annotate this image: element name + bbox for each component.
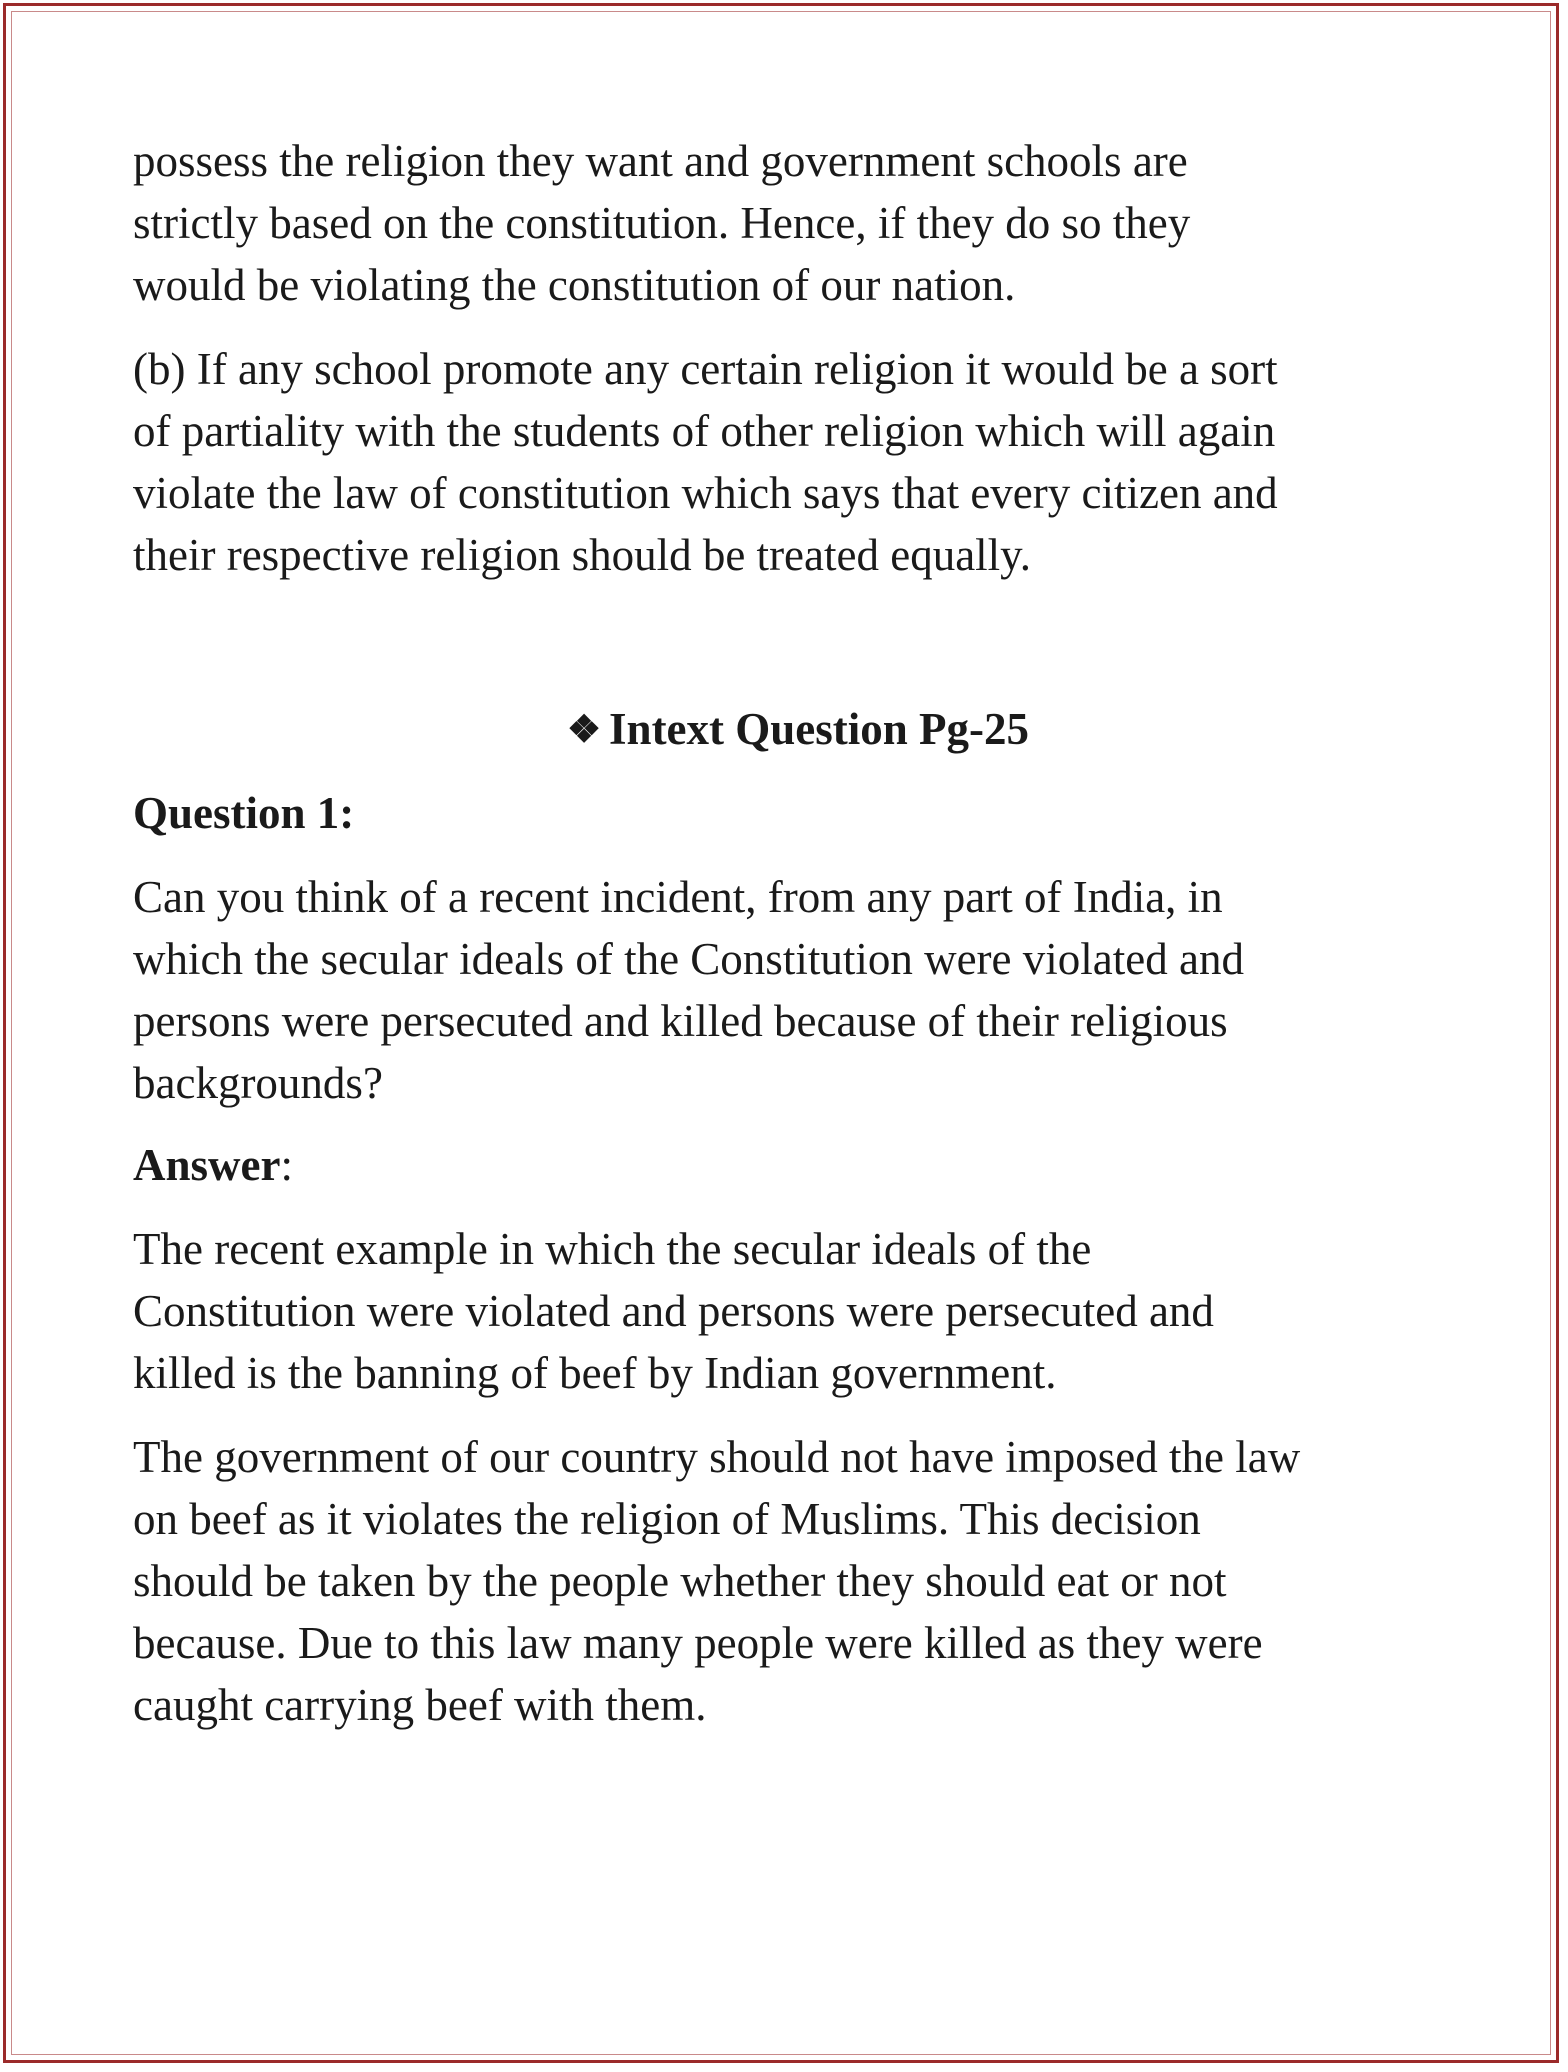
text-line: violate the law of constitution which says that every citizen and — [133, 468, 1278, 518]
text-line: backgrounds? — [133, 1058, 383, 1108]
text-line: because. Due to this law many people were killed as they were — [133, 1618, 1263, 1668]
text-line: strictly based on the constitution. Hence, if they do so they — [133, 198, 1191, 248]
text-line: persons were persecuted and killed because of their religious — [133, 996, 1228, 1046]
question-label — [133, 782, 354, 844]
text-line: The recent example in which the secular ideals of the — [133, 1224, 1092, 1274]
answer-label-text: Answer — [133, 1140, 281, 1190]
continuation-paragraph — [133, 130, 1190, 316]
answer-label-colon: : — [280, 1140, 293, 1190]
answer-label — [133, 1134, 293, 1196]
text-line: Constitution were violated and persons were persecuted and — [133, 1286, 1214, 1336]
text-line: their respective religion should be treated equally. — [133, 530, 1032, 580]
text-line: would be violating the constitution of our nation. — [133, 260, 1016, 310]
text-line: which the secular ideals of the Constitution were violated and — [133, 934, 1244, 984]
text-line: possess the religion they want and government schools are — [133, 136, 1188, 186]
answer-paragraph-1 — [133, 1218, 1214, 1404]
text-line: caught carrying beef with them. — [133, 1680, 707, 1730]
text-line: The government of our country should not have imposed the law — [133, 1432, 1301, 1482]
section-title: Intext Question Pg-25 — [609, 704, 1030, 754]
part-b-paragraph — [133, 338, 1278, 586]
text-line: of partiality with the students of other religion which will again — [133, 406, 1276, 456]
question-label-text: Question 1: — [133, 788, 355, 838]
text-line: Can you think of a recent incident, from any part of India, in — [133, 872, 1223, 922]
text-line: (b) If any school promote any certain religion it would be a sort — [133, 344, 1278, 394]
answer-paragraph-2 — [133, 1426, 1300, 1736]
text-line: should be taken by the people whether they should eat or not — [133, 1556, 1227, 1606]
text-line: killed is the banning of beef by Indian government. — [133, 1348, 1057, 1398]
diamond-bullet-icon: ❖ — [566, 709, 602, 751]
question-paragraph — [133, 866, 1244, 1114]
text-line: on beef as it violates the religion of Muslims. This decision — [133, 1494, 1201, 1544]
section-heading — [133, 698, 1463, 761]
